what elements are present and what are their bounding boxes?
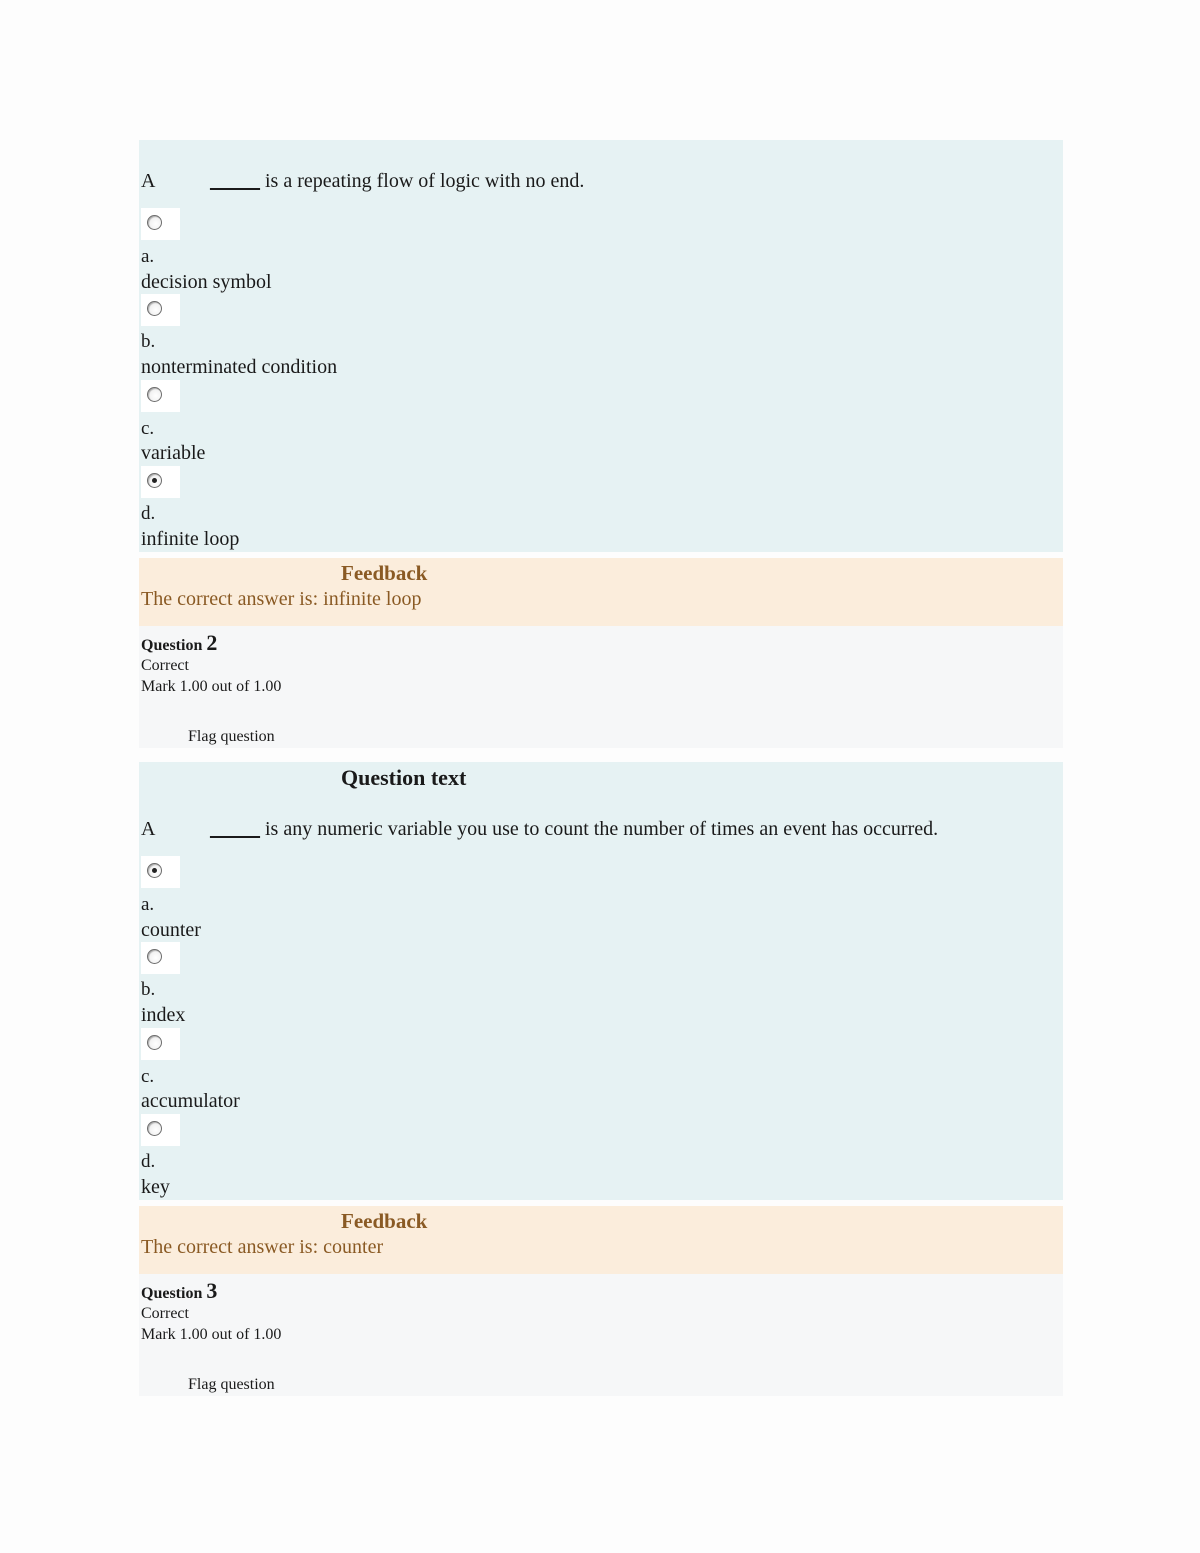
option-d-radio[interactable] [147,1121,162,1136]
stem-article: A [141,818,156,840]
question-label-text: Question [141,1285,207,1302]
option-c-letter: c. [141,1066,155,1087]
option-a-letter: a. [141,894,155,915]
question-2-info [139,626,1063,748]
option-b-radio[interactable] [147,949,162,964]
feedback-text: The correct answer is: infinite loop [141,588,422,610]
question-label-text: Question [141,637,207,654]
option-c-text[interactable]: accumulator [141,1090,240,1112]
question-2-feedback [139,1206,1063,1274]
question-2-text-block [139,762,1063,1200]
question-number: 2 [206,630,218,655]
option-d-radio-box[interactable] [141,1114,180,1146]
quiz-review-page [139,140,1063,1396]
option-b-letter: b. [141,979,156,1000]
option-d-text[interactable]: key [141,1176,170,1198]
option-c-radio-box[interactable] [141,380,180,412]
question-number-label [141,1278,217,1304]
option-c-text[interactable]: variable [141,442,206,464]
stem-article: A [141,170,156,192]
option-c-radio[interactable] [147,1035,162,1050]
option-a-text[interactable]: decision symbol [141,271,272,293]
question-1-feedback [139,558,1063,626]
option-d-radio-selected[interactable] [147,473,162,488]
question-1-stem [141,170,584,193]
question-state: Correct [141,657,189,674]
option-c-radio[interactable] [147,387,162,402]
stem-text: is any numeric variable you use to count the number of times an event has occurred. [260,818,939,840]
option-b-radio[interactable] [147,301,162,316]
option-b-radio-box[interactable] [141,942,180,974]
option-d-radio-box[interactable] [141,466,180,498]
option-a-radio[interactable] [147,215,162,230]
option-a-text[interactable]: counter [141,919,201,941]
question-number-label [141,630,217,656]
question-text-heading: Question text [341,765,467,790]
option-a-radio-box[interactable] [141,856,180,888]
flag-question-link[interactable]: Flag question [188,728,275,745]
option-b-radio-box[interactable] [141,294,180,326]
option-a-radio-box[interactable] [141,208,180,240]
question-state: Correct [141,1305,189,1322]
option-c-radio-box[interactable] [141,1028,180,1060]
option-b-text[interactable]: index [141,1004,186,1026]
option-b-text[interactable]: nonterminated condition [141,356,338,378]
question-1-text-block [139,140,1063,552]
question-mark: Mark 1.00 out of 1.00 [141,1326,282,1343]
stem-blank: _____ [210,818,260,840]
stem-blank: _____ [210,170,260,192]
option-a-radio-selected[interactable] [147,863,162,878]
flag-question-link[interactable]: Flag question [188,1376,275,1393]
feedback-text: The correct answer is: counter [141,1236,384,1258]
feedback-title: Feedback [341,561,428,585]
option-c-letter: c. [141,418,155,439]
option-b-letter: b. [141,331,156,352]
feedback-title: Feedback [341,1209,428,1233]
question-mark: Mark 1.00 out of 1.00 [141,678,282,695]
question-3-info [139,1274,1063,1396]
option-d-letter: d. [141,1151,156,1172]
question-number: 3 [206,1278,218,1303]
stem-text: is a repeating flow of logic with no end. [260,170,585,192]
question-2-stem [141,818,938,841]
option-d-text[interactable]: infinite loop [141,528,240,550]
option-a-letter: a. [141,246,155,267]
option-d-letter: d. [141,503,156,524]
